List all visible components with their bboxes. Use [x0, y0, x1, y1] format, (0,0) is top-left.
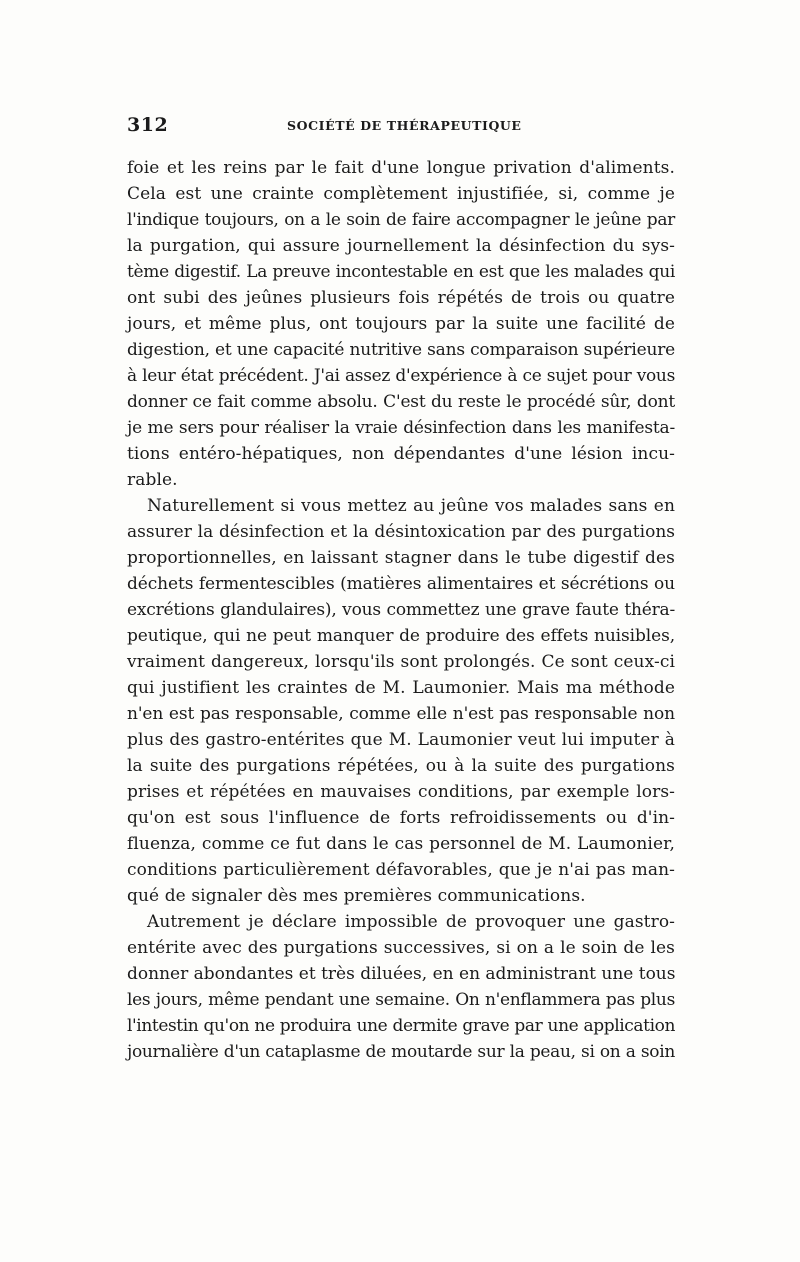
- text-line: conditions particulièrement défavorables, que je n'ai pas man-: [127, 860, 675, 880]
- text-line: qu'on est sous l'influence de forts refroidissements ou d'in-: [127, 808, 675, 828]
- text-line: foie et les reins par le fait d'une longue privation d'aliments.: [127, 158, 675, 178]
- text-line: la purgation, qui assure journellement la désinfection du sys-: [127, 236, 675, 256]
- text-line: jours, et même plus, ont toujours par la suite une facilité de: [127, 314, 675, 334]
- text-line: ont subi des jeûnes plusieurs fois répétés de trois ou quatre: [127, 288, 675, 308]
- text-line: donner ce fait comme absolu. C'est du reste le procédé sûr, dont: [127, 392, 675, 412]
- text-line: journalière d'un cataplasme de moutarde sur la peau, si on a soin: [127, 1042, 675, 1062]
- text-line: excrétions glandulaires), vous commettez une grave faute théra-: [127, 600, 675, 620]
- text-line: assurer la désinfection et la désintoxication par des purgations: [127, 522, 675, 542]
- text-line: qui justifient les craintes de M. Laumonier. Mais ma méthode: [127, 678, 675, 698]
- page-header: [127, 114, 675, 144]
- text-line: donner abondantes et très diluées, en en administrant une tous: [127, 964, 676, 984]
- text-line: à leur état précédent. J'ai assez d'expérience à ce sujet pour vous: [127, 366, 675, 386]
- text-line: vraiment dangereux, lorsqu'ils sont prolongés. Ce sont ceux-ci: [127, 652, 675, 672]
- text-line: je me sers pour réaliser la vraie désinfection dans les manifesta-: [127, 418, 675, 438]
- text-line: la suite des purgations répétées, ou à la suite des purgations: [127, 756, 675, 776]
- text-line: les jours, même pendant une semaine. On n'enflammera pas plus: [127, 990, 675, 1010]
- text-line: tème digestif. La preuve incontestable en est que les malades qui: [127, 262, 675, 282]
- running-head: SOCIÉTÉ DE THÉRAPEUTIQUE: [287, 118, 522, 133]
- text-line: peutique, qui ne peut manquer de produire des effets nuisibles,: [127, 626, 675, 646]
- text-line: déchets fermentescibles (matières alimentaires et sécrétions ou: [127, 574, 675, 594]
- text-line: Autrement je déclare impossible de provoquer une gastro-: [147, 912, 675, 932]
- text-line: l'intestin qu'on ne produira une dermite grave par une application: [127, 1016, 675, 1036]
- text-line: Naturellement si vous mettez au jeûne vos malades sans en: [147, 496, 675, 516]
- text-line: rable.: [127, 470, 178, 490]
- text-line: n'en est pas responsable, comme elle n'est pas responsable non: [127, 704, 675, 724]
- text-line: plus des gastro-entérites que M. Laumonier veut lui imputer à: [127, 730, 675, 750]
- text-line: digestion, et une capacité nutritive sans comparaison supérieure: [127, 340, 675, 360]
- text-line: l'indique toujours, on a le soin de faire accompagner le jeûne par: [127, 210, 675, 230]
- text-line: proportionnelles, en laissant stagner dans le tube digestif des: [127, 548, 675, 568]
- text-line: Cela est une crainte complètement injustifiée, si, comme je: [127, 184, 675, 204]
- text-line: entérite avec des purgations successives, si on a le soin de les: [127, 938, 675, 958]
- text-line: qué de signaler dès mes premières communications.: [127, 886, 586, 906]
- text-line: fluenza, comme ce fut dans le cas personnel de M. Laumonier,: [127, 834, 675, 854]
- text-line: tions entéro-hépatiques, non dépendantes d'une lésion incu-: [127, 444, 675, 464]
- page-number: 312: [127, 114, 169, 136]
- text-line: prises et répétées en mauvaises conditions, par exemple lors-: [127, 782, 675, 802]
